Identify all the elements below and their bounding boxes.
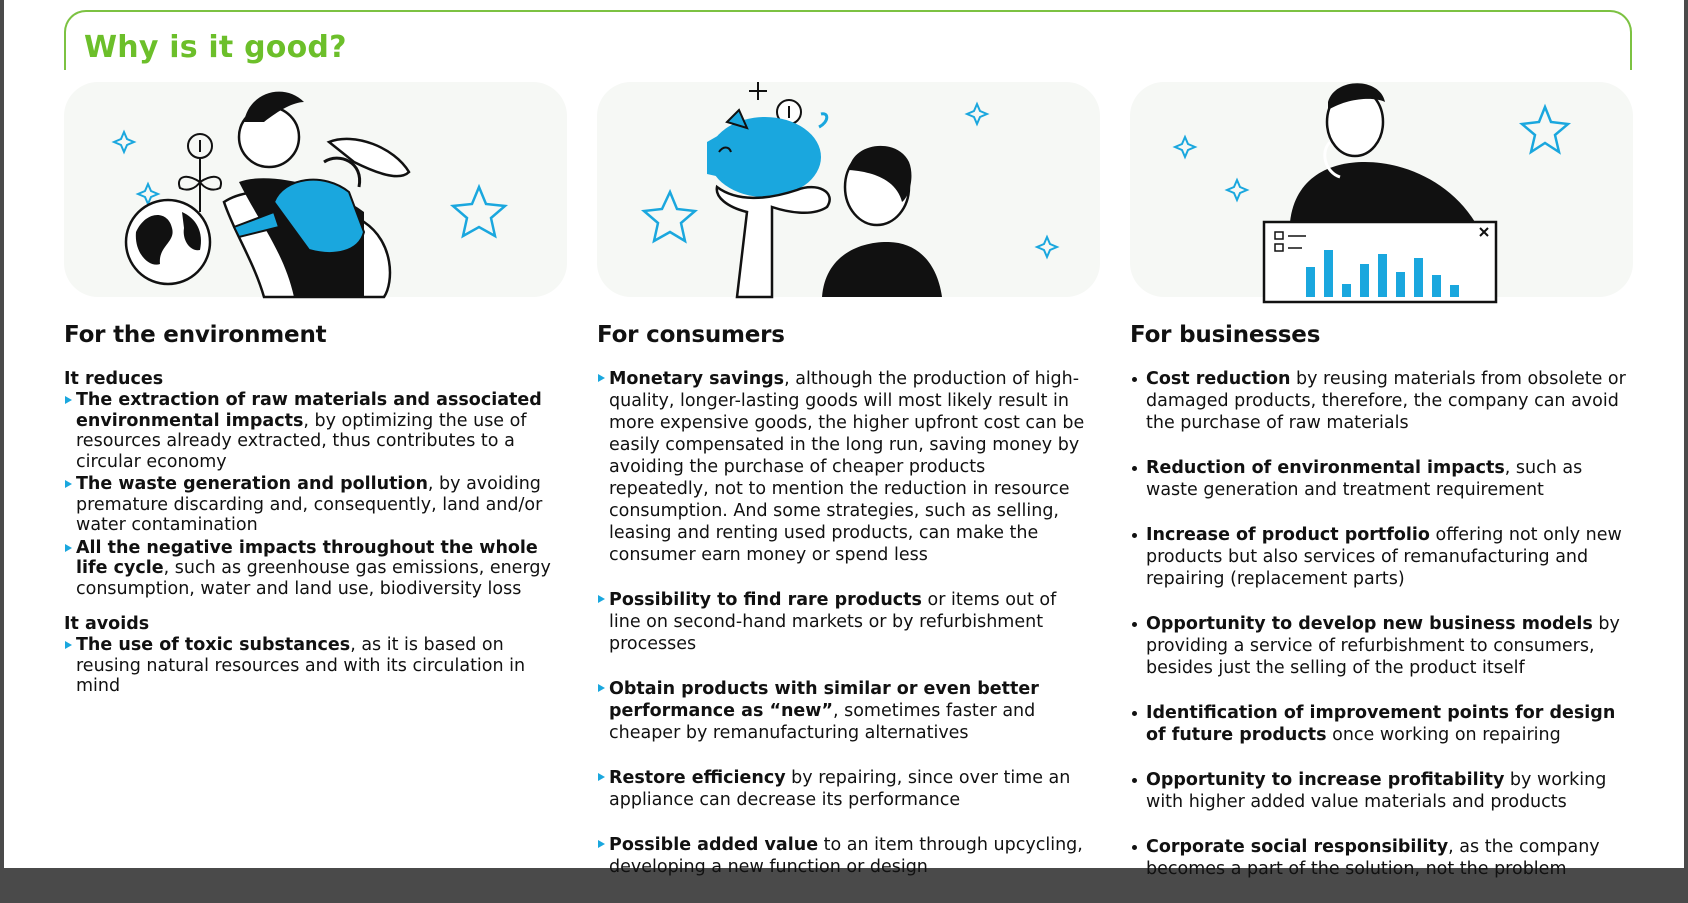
man-figure bbox=[822, 146, 942, 297]
column-title: For consumers bbox=[597, 322, 785, 348]
list-item: The extraction of raw materials and associated environmental impacts, by optimizing the use of resources already extracted, thus contributes to a circular economy bbox=[64, 390, 564, 472]
hand bbox=[717, 187, 830, 297]
man-figure bbox=[1290, 83, 1475, 232]
star-icon bbox=[1522, 107, 1568, 152]
list-item: Possibility to find rare products or items out of line on second-hand markets or by refurbishment processes bbox=[597, 589, 1087, 655]
group-label: It reduces bbox=[64, 369, 164, 389]
section-heading: Why is it good? bbox=[84, 30, 347, 65]
sparkle-icon bbox=[967, 104, 1057, 257]
column-title: For the environment bbox=[64, 322, 327, 348]
businesses-illustration bbox=[1130, 82, 1633, 297]
plus-icon bbox=[749, 82, 767, 100]
list-item: Possible added value to an item through upcycling, developing a new function or design bbox=[597, 834, 1087, 878]
globe-icon bbox=[126, 200, 210, 284]
businesses-column bbox=[1130, 322, 1630, 903]
list-item: All the negative impacts throughout the whole life cycle, such as greenhouse gas emissions, energy consumption, water and land use, biodiversity loss bbox=[64, 538, 564, 600]
list-item: The waste generation and pollution, by avoiding premature discarding and, consequently, land and/or water contamination bbox=[64, 474, 564, 536]
star-icon bbox=[453, 187, 505, 236]
list-item: Opportunity to develop new business models by providing a service of refurbishment to consumers, besides just the selling of the product itself bbox=[1130, 613, 1630, 679]
avoids-list bbox=[64, 635, 564, 697]
sparkle-icon bbox=[1175, 137, 1247, 200]
page bbox=[4, 0, 1684, 879]
list-item: Cost reduction by reusing materials from obsolete or damaged products, therefore, the company can avoid the purchase of raw materials bbox=[1130, 368, 1630, 434]
environment-column bbox=[64, 322, 564, 711]
reduces-list bbox=[64, 390, 564, 599]
list-item: Obtain products with similar or even better performance as “new”, sometimes faster and cheaper by remanufacturing alternatives bbox=[597, 678, 1087, 744]
list-item: Increase of product portfolio offering not only new products but also services of remanufacturing and repairing (replacement parts) bbox=[1130, 524, 1630, 590]
coin-plant-icon bbox=[179, 134, 221, 212]
list-item: Reduction of environmental impacts, such as waste generation and treatment requirement bbox=[1130, 457, 1630, 501]
list-item: The use of toxic substances, as it is based on reusing natural resources and with its circulation in mind bbox=[64, 635, 564, 697]
businesses-list bbox=[1130, 368, 1630, 880]
list-item: Identification of improvement points for design of future products once working on repairing bbox=[1130, 702, 1630, 746]
star-icon bbox=[644, 192, 695, 241]
list-item: Restore efficiency by repairing, since over time an appliance can decrease its performance bbox=[597, 767, 1087, 811]
dashboard-board bbox=[1264, 222, 1496, 302]
list-item: Monetary savings, although the production of high-quality, longer-lasting goods will most likely result in more expensive goods, the higher upfront cost can be easily compensated in the long run, saving money by avoiding the purchase of cheaper products repeatedly, not to mention the reduction in resource consumption. And some strategies, such as selling, leasing and renting used products, can make the consumer earn money or spend less bbox=[597, 368, 1087, 566]
consumers-illustration bbox=[597, 82, 1100, 297]
consumers-column bbox=[597, 322, 1087, 901]
sparkle-icon bbox=[114, 132, 158, 204]
piggy-bank-icon bbox=[707, 110, 827, 197]
group-label: It avoids bbox=[64, 614, 150, 634]
list-item: Opportunity to increase profitability by working with higher added value materials and products bbox=[1130, 769, 1630, 813]
consumers-list bbox=[597, 368, 1087, 878]
environment-illustration bbox=[64, 82, 567, 297]
list-item: Corporate social responsibility, as the company becomes a part of the solution, not the problem bbox=[1130, 836, 1630, 880]
column-title: For businesses bbox=[1130, 322, 1321, 348]
